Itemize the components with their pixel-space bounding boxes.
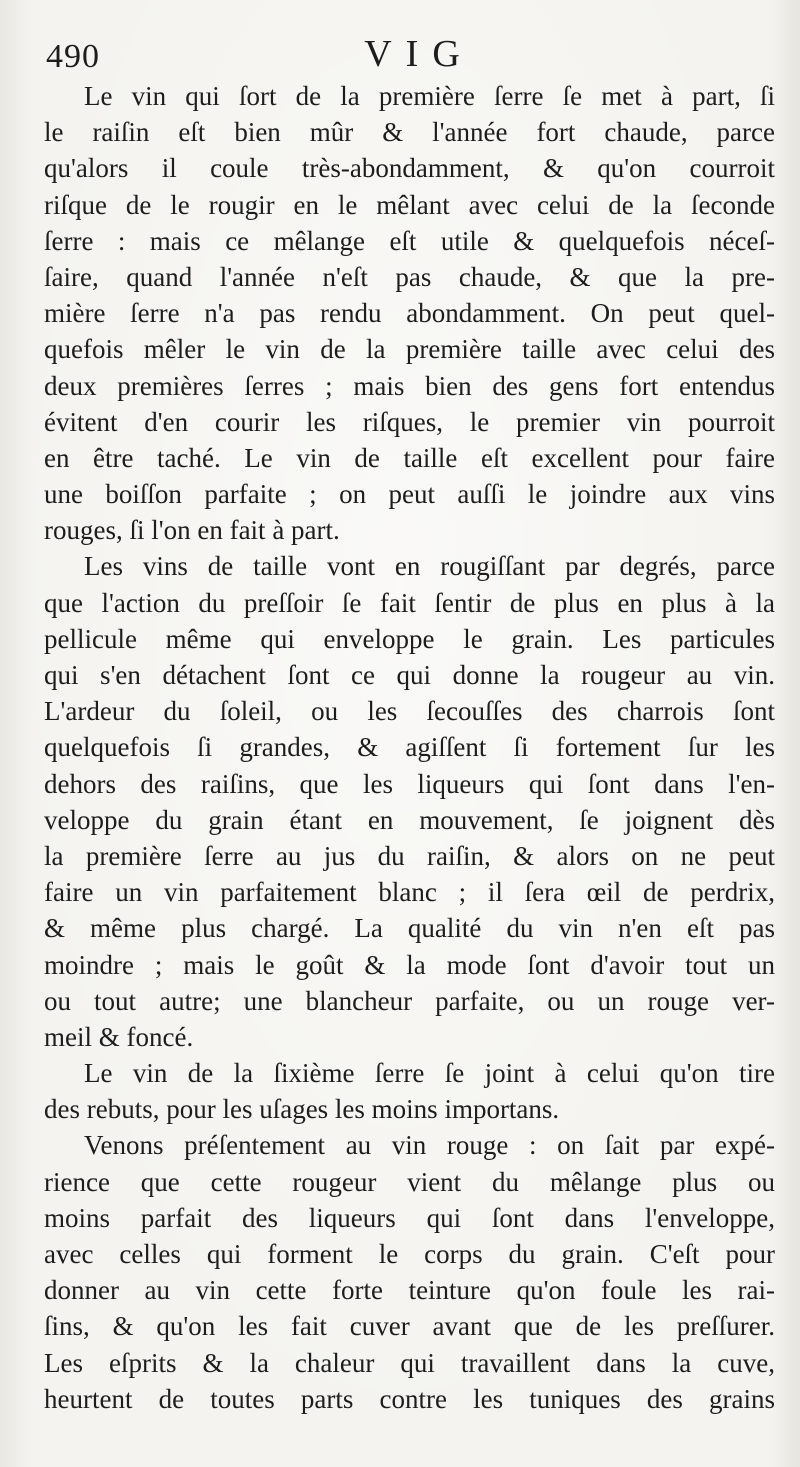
paragraph [44, 78, 775, 548]
paragraph [44, 1127, 775, 1417]
text-line: L'ardeur du ſoleil, ou les ſecouſſes des charrois ſont [44, 696, 775, 727]
body-text [44, 78, 775, 1417]
text-line: faire un vin parfaitement blanc ; il ſera œil de perdrix, [44, 877, 775, 908]
text-line: rience que cette rougeur vient du mêlange plus ou [44, 1166, 775, 1197]
text-line: une boiſſon parfaite ; on peut auſſi le joindre aux vins [44, 479, 775, 510]
text-line: ſerre : mais ce mêlange eſt utile & quelquefois néceſ- [44, 225, 775, 256]
text-line: ſins, & qu'on les fait cuver avant que de les preſſurer. [44, 1311, 775, 1342]
text-line: Venons préſentement au vin rouge : on ſait par expé- [84, 1130, 775, 1161]
page-number: 490 [46, 38, 100, 75]
text-line: dehors des raiſins, que les liqueurs qui ſont dans l'en- [44, 768, 775, 799]
text-line: riſque de le rougir en le mêlant avec celui de la ſeconde [44, 189, 775, 220]
text-line: Le vin de la ſixième ſerre ſe joint à celui qu'on tire [84, 1058, 775, 1089]
text-line: qu'alors il coule très-abondamment, & qu'on courroit [44, 153, 775, 184]
page-header [46, 30, 778, 76]
text-line: deux premières ſerres ; mais bien des gens fort entendus [44, 370, 775, 401]
text-line: donner au vin cette forte teinture qu'on foule les rai- [44, 1275, 775, 1306]
text-line: ou tout autre; une blancheur parfaite, ou un rouge ver- [44, 985, 775, 1016]
text-line: que l'action du preſſoir ſe fait ſentir de plus en plus à la [44, 587, 775, 618]
text-line: quelquefois ſi grandes, & agiſſent ſi fortement ſur les [44, 732, 775, 763]
text-line: Les vins de taille vont en rougiſſant par degrés, parce [84, 551, 775, 582]
paragraph [44, 1055, 775, 1127]
text-line: Le vin qui ſort de la première ſerre ſe met à part, ſi [84, 81, 775, 111]
text-line: rouges, ſi l'on en fait à part. [44, 515, 340, 546]
text-line: avec celles qui forment le corps du grain. C'eſt pour [44, 1239, 775, 1269]
text-line: & même plus chargé. La qualité du vin n'en eſt pas [44, 913, 775, 944]
text-line: moins parfait des liqueurs qui ſont dans l'enveloppe, [44, 1202, 775, 1233]
text-line: pellicule même qui enveloppe le grain. Les particules [44, 623, 775, 654]
text-line: quefois mêler le vin de la première taille avec celui des [44, 334, 775, 365]
paragraph [44, 548, 775, 1055]
text-line: la première ſerre au jus du raiſin, & alors on ne peut [44, 840, 775, 871]
text-line: heurtent de toutes parts contre les tuniques des grains [44, 1383, 775, 1414]
text-line: évitent d'en courir les riſques, le premier vin pourroit [44, 406, 775, 437]
text-line: en être taché. Le vin de taille eſt excellent pour faire [44, 442, 775, 473]
text-line: le raiſin eſt bien mûr & l'année fort chaude, parce [44, 117, 775, 148]
text-line: veloppe du grain étant en mouvement, ſe joignent dès [44, 804, 775, 835]
text-line: des rebuts, pour les uſages les moins importans. [44, 1094, 560, 1125]
text-line: ſaire, quand l'année n'eſt pas chaude, & que la pre- [44, 261, 775, 292]
text-line: mière ſerre n'a pas rendu abondamment. On peut quel- [44, 298, 775, 329]
text-line: meil & foncé. [44, 1021, 194, 1052]
text-line: moindre ; mais le goût & la mode ſont d'avoir tout un [44, 949, 775, 980]
text-line: qui s'en détachent ſont ce qui donne la rougeur au vin. [44, 660, 775, 690]
running-head: VIG [364, 33, 474, 75]
text-line: Les eſprits & la chaleur qui travaillent dans la cuve, [44, 1347, 775, 1378]
